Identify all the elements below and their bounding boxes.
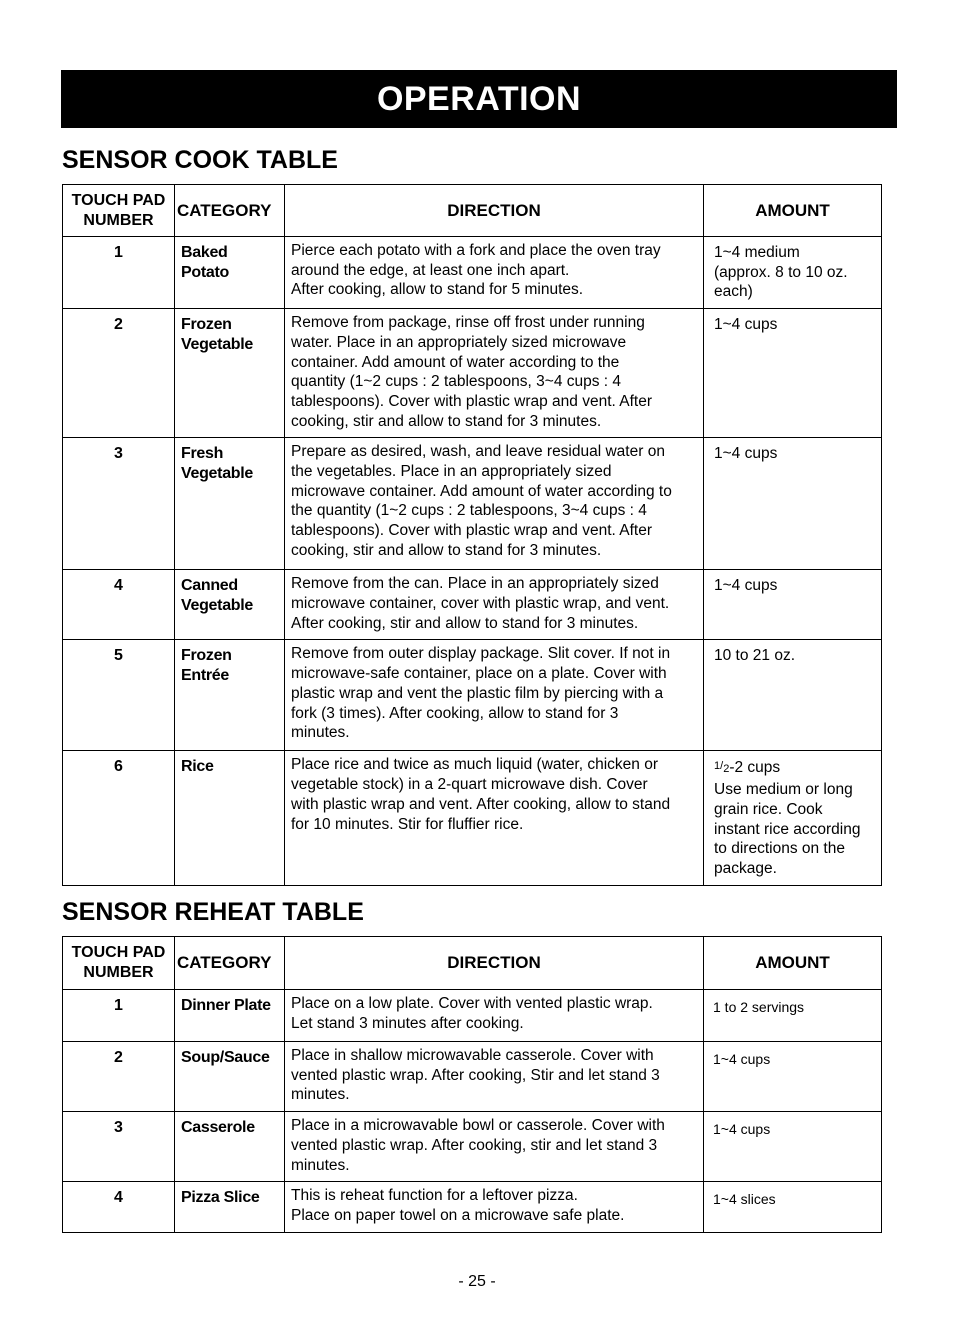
direction-line: Remove from package, rinse off frost under running	[291, 314, 645, 332]
direction	[291, 1186, 697, 1225]
header-direction: DIRECTION	[285, 937, 704, 990]
category-cell: Soup/Sauce	[175, 1042, 285, 1112]
direction	[291, 313, 697, 431]
header-amount: AMOUNT	[704, 185, 882, 237]
amount-cell	[704, 570, 882, 640]
amount-line: package.	[714, 859, 777, 877]
direction-line: fork (3 times). After cooking, allow to stand for 3	[291, 704, 619, 722]
amount-line: 1~4 cups	[714, 316, 778, 334]
direction-line: Remove from the can. Place in an appropriately sized	[291, 575, 659, 593]
direction	[291, 574, 697, 633]
direction-line: Pierce each potato with a fork and place the oven tray	[291, 242, 661, 259]
direction-line: Place on a low plate. Cover with vented plastic wrap.	[291, 995, 653, 1012]
page-title: OPERATION	[376, 79, 582, 118]
header-num-line2: NUMBER	[83, 964, 154, 981]
amount-cell: 1~4 cups	[704, 1112, 882, 1182]
direction	[291, 241, 697, 300]
amount	[714, 315, 876, 335]
direction-cell	[285, 1182, 704, 1232]
header-touch-pad-number	[63, 937, 175, 990]
header-category: CATEGORY	[175, 937, 285, 990]
direction-cell	[285, 751, 704, 885]
touch-pad-number: 5	[63, 640, 175, 751]
sensor-reheat-table	[62, 936, 882, 1233]
direction-line: cooking, stir and allow to stand for 3 minutes.	[291, 412, 602, 430]
category-line1: Frozen	[181, 316, 232, 334]
touch-pad-number: 6	[63, 751, 175, 885]
direction-line: minutes.	[291, 1156, 350, 1174]
category-line2: Potato	[181, 264, 229, 281]
direction	[291, 1046, 697, 1105]
direction-line: Let stand 3 minutes after cooking.	[291, 1014, 524, 1032]
direction-line: minutes.	[291, 1086, 350, 1104]
amount-first-rest: -2 cups	[729, 759, 781, 777]
direction-line: Place in a microwavable bowl or casserole. Cover with	[291, 1117, 665, 1135]
direction-line: water. Place in an appropriately sized microwave	[291, 333, 627, 351]
direction-line: This is reheat function for a leftover pizza.	[291, 1187, 578, 1205]
direction-cell	[285, 570, 704, 640]
direction-line: cooking, stir and allow to stand for 3 minutes.	[291, 541, 602, 559]
amount-line: to directions on the	[714, 840, 845, 858]
direction-line: microwave container, cover with plastic wrap, and vent.	[291, 595, 670, 613]
amount-line: 1~4 medium	[714, 244, 800, 261]
amount-line: Use medium or long	[714, 781, 853, 799]
category-line1: Canned	[181, 577, 238, 595]
header-num-line1: TOUCH PAD	[71, 191, 166, 209]
category-cell: Casserole	[175, 1112, 285, 1182]
page-number: - 25 -	[458, 1273, 496, 1290]
table-row	[63, 751, 882, 885]
category-line2: Vegetable	[181, 465, 254, 483]
amount-line: grain rice. Cook	[714, 800, 823, 818]
operation-banner	[61, 70, 897, 128]
direction-line: After cooking, stir and allow to stand for 3 minutes.	[291, 614, 639, 632]
amount-cell: 1~4 cups	[704, 1042, 882, 1112]
amount-line: 1~4 cups	[714, 445, 778, 463]
table-row	[63, 309, 882, 438]
direction-cell	[285, 640, 704, 751]
table-row	[63, 1042, 882, 1112]
category-line2: Vegetable	[181, 336, 254, 354]
category-cell: Pizza Slice	[175, 1182, 285, 1232]
touch-pad-number: 4	[63, 1182, 175, 1232]
touch-pad-number: 1	[63, 237, 175, 309]
amount-cell	[704, 640, 882, 751]
amount-cell: 1~4 slices	[704, 1182, 882, 1232]
amount-line: instant rice according	[714, 820, 861, 838]
direction-line: vegetable stock) in a 2-quart microwave dish. Cover	[291, 776, 648, 794]
direction-line: for 10 minutes. Stir for fluffier rice.	[291, 815, 524, 833]
table-row	[63, 990, 882, 1042]
direction-line: the quantity (1~2 cups : 2 tablespoons, 3~4 cups : 4	[291, 502, 647, 520]
amount-cell	[704, 751, 882, 885]
category-line1: Frozen	[181, 647, 232, 665]
direction-line: tablespoons). Cover with plastic wrap and vent. After	[291, 392, 652, 410]
direction-cell	[285, 237, 704, 309]
amount-line: 1~4 cups	[714, 577, 778, 595]
direction-cell	[285, 1042, 704, 1112]
touch-pad-number: 1	[63, 990, 175, 1042]
header-touch-pad-number	[63, 185, 175, 237]
direction	[291, 755, 697, 834]
sensor-reheat-body	[63, 990, 882, 1233]
amount-cell	[704, 438, 882, 570]
direction-cell	[285, 309, 704, 438]
sensor-cook-table	[62, 184, 882, 886]
table-header-row	[63, 185, 882, 237]
table-row	[63, 1182, 882, 1232]
direction-cell	[285, 438, 704, 570]
amount	[714, 646, 876, 666]
amount	[714, 576, 876, 596]
category-line2: Vegetable	[181, 597, 254, 615]
direction-line: vented plastic wrap. After cooking, Stir and let stand 3	[291, 1066, 660, 1084]
header-category: CATEGORY	[175, 185, 285, 237]
direction-line: tablespoons). Cover with plastic wrap and vent. After	[291, 522, 652, 540]
direction-line: minutes.	[291, 724, 350, 742]
amount-first-line	[714, 757, 876, 780]
direction-line: with plastic wrap and vent. After cooking, allow to stand	[291, 795, 671, 813]
category-cell: Dinner Plate	[175, 990, 285, 1042]
table-row	[63, 570, 882, 640]
amount-line: each)	[714, 283, 753, 301]
direction-line: Place in shallow microwavable casserole. Cover with	[291, 1047, 654, 1064]
touch-pad-number: 4	[63, 570, 175, 640]
fraction-numerator: 1/	[714, 760, 724, 773]
direction-line: around the edge, at least one inch apart.	[291, 261, 570, 279]
direction-line: microwave-safe container, place on a plate. Cover with	[291, 665, 667, 683]
direction-line: microwave container. Add amount of water according to	[291, 482, 672, 500]
sensor-cook-title: SENSOR COOK TABLE	[62, 146, 338, 174]
category-line2: Entrée	[181, 667, 229, 685]
category-line1: Rice	[181, 758, 214, 776]
direction-line: plastic wrap and vent the plastic film by piercing with a	[291, 684, 664, 702]
category-cell	[175, 309, 285, 438]
category-line1: Baked	[181, 244, 228, 261]
direction	[291, 994, 697, 1033]
direction-line: Prepare as desired, wash, and leave residual water on	[291, 443, 665, 461]
table-header-row	[63, 937, 882, 990]
header-direction: DIRECTION	[285, 185, 704, 237]
category-cell	[175, 438, 285, 570]
touch-pad-number: 2	[63, 1042, 175, 1112]
direction	[291, 442, 697, 560]
direction	[291, 1116, 697, 1175]
category-cell	[175, 640, 285, 751]
amount-line: (approx. 8 to 10 oz.	[714, 263, 848, 281]
sensor-reheat-title: SENSOR REHEAT TABLE	[62, 898, 364, 926]
touch-pad-number: 3	[63, 1112, 175, 1182]
amount-line: 10 to 21 oz.	[714, 647, 796, 665]
direction-line: the vegetables. Place in an appropriately sized	[291, 463, 612, 481]
direction-cell	[285, 1112, 704, 1182]
table-row	[63, 1112, 882, 1182]
direction	[291, 644, 697, 743]
category-cell	[175, 751, 285, 885]
amount	[714, 780, 876, 879]
direction-line: vented plastic wrap. After cooking, stir and let stand 3	[291, 1136, 658, 1154]
amount-cell	[704, 309, 882, 438]
amount-cell	[704, 237, 882, 309]
direction-line: container. Add amount of water according to the	[291, 353, 620, 371]
direction-cell	[285, 990, 704, 1042]
category-cell	[175, 237, 285, 309]
amount-cell: 1 to 2 servings	[704, 990, 882, 1042]
touch-pad-number: 3	[63, 438, 175, 570]
header-num-line2: NUMBER	[83, 211, 154, 229]
direction-line: Place rice and twice as much liquid (water, chicken or	[291, 756, 658, 774]
table-row	[63, 640, 882, 751]
table-row	[63, 237, 882, 309]
category-line1: Fresh	[181, 445, 224, 463]
sensor-cook-body	[63, 237, 882, 886]
direction-line: quantity (1~2 cups : 2 tablespoons, 3~4 cups : 4	[291, 373, 622, 391]
header-num-line1: TOUCH PAD	[71, 944, 166, 961]
fraction-denominator: 2	[723, 763, 730, 776]
amount	[714, 243, 876, 302]
amount	[714, 444, 876, 464]
touch-pad-number: 2	[63, 309, 175, 438]
header-amount: AMOUNT	[704, 937, 882, 990]
direction-line: Place on paper towel on a microwave safe plate.	[291, 1206, 625, 1224]
category-cell	[175, 570, 285, 640]
direction-line: After cooking, allow to stand for 5 minutes.	[291, 281, 584, 299]
table-row	[63, 438, 882, 570]
direction-line: Remove from outer display package. Slit cover. If not in	[291, 645, 671, 663]
